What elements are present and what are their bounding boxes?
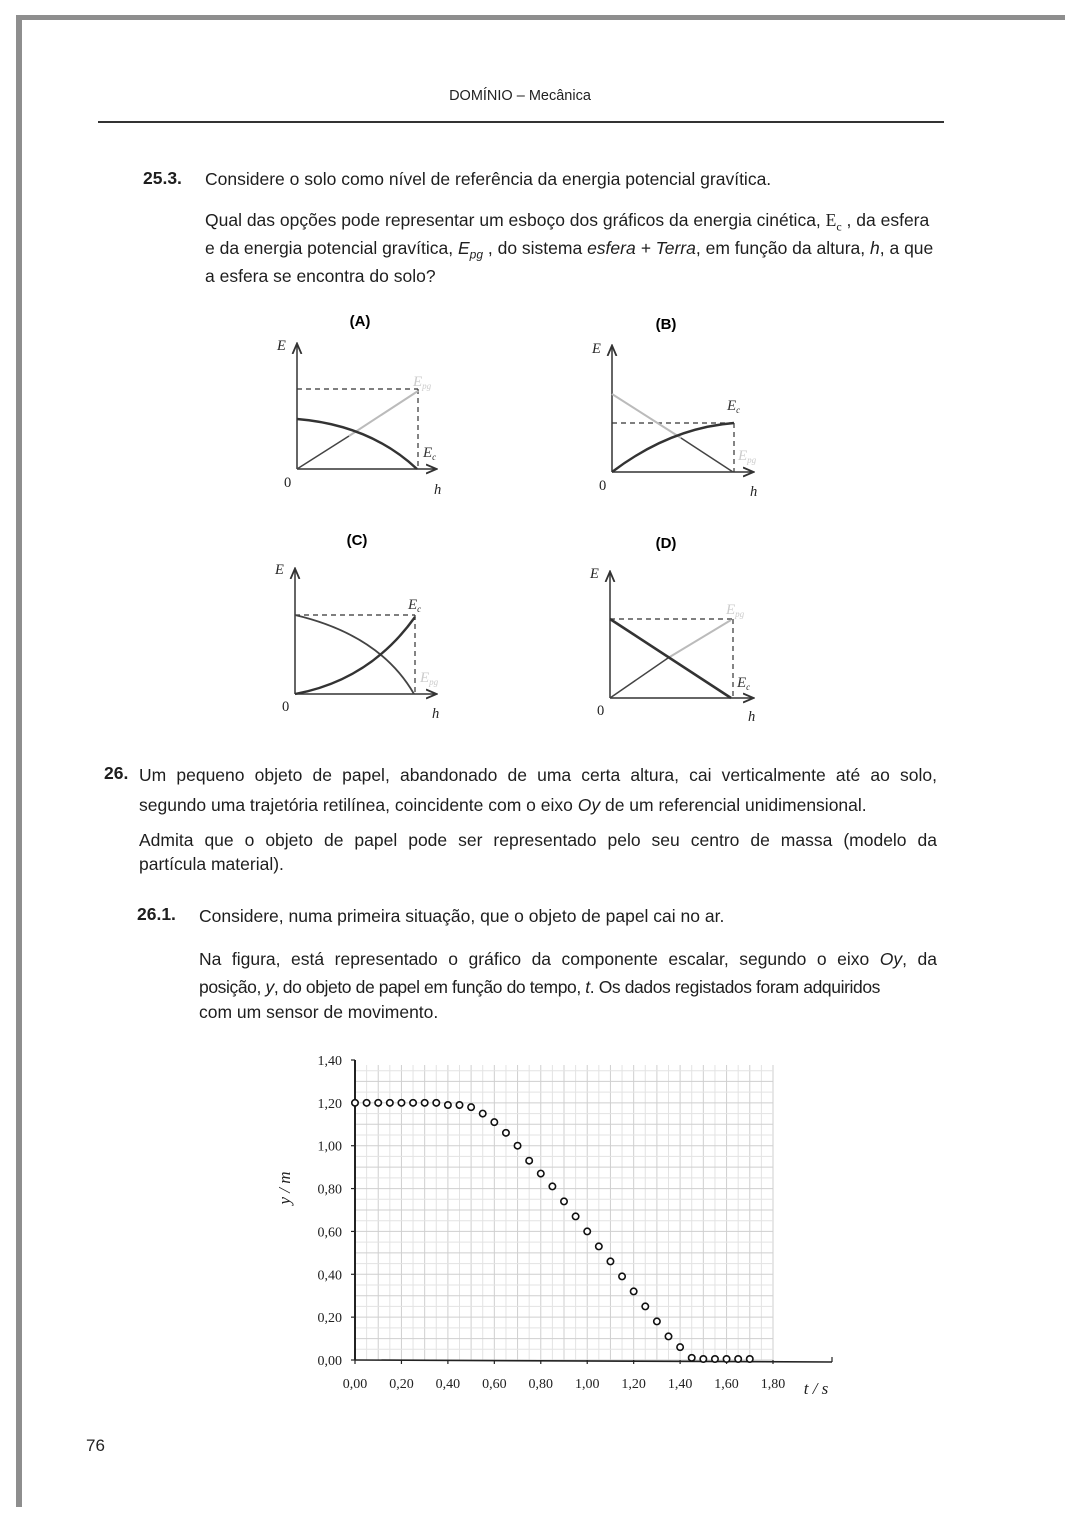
option-a-epg-label: $E_{pg}$ <box>413 374 432 391</box>
x-tick-label: 0,60 <box>482 1377 507 1392</box>
data-point <box>398 1100 404 1106</box>
question-26-line-1: Um pequeno objeto de papel, abandonado de uma certa altura, cai verticalmente até ao solo, <box>139 765 937 785</box>
data-point <box>665 1333 671 1339</box>
data-point <box>642 1303 648 1309</box>
data-point <box>410 1100 416 1106</box>
chart-axes <box>355 1060 832 1362</box>
option-graphs <box>0 0 1080 760</box>
data-point <box>723 1356 729 1362</box>
question-number-25-3: 25.3. <box>143 168 182 188</box>
option-b-graph[interactable] <box>591 316 757 500</box>
y-tick-label: 0,80 <box>317 1182 342 1198</box>
x-tick-label: 1,80 <box>760 1377 786 1392</box>
data-point <box>630 1288 636 1294</box>
option-b-origin: 0 <box>599 478 607 494</box>
question-number-26-1: 26.1. <box>137 904 176 924</box>
y-tick-label: 1,00 <box>317 1139 342 1155</box>
data-point <box>375 1100 381 1106</box>
data-point <box>747 1356 753 1362</box>
y-tick-label: 0,60 <box>317 1225 342 1241</box>
data-point <box>596 1243 602 1249</box>
option-c-y-axis-label: E <box>275 562 284 578</box>
option-c-origin: 0 <box>282 699 290 715</box>
question-26-1-line-2: posição, y, do objeto de papel em função do tempo, t. Os dados registados foram adquiridos <box>199 977 881 997</box>
x-axis-label: t / s <box>803 1379 829 1398</box>
data-point <box>538 1170 544 1176</box>
option-d-epg-label: $E_{pg}$ <box>726 602 745 619</box>
data-point <box>387 1100 393 1106</box>
x-tick-label: 0,80 <box>528 1377 554 1392</box>
option-c-x-axis-label: h <box>432 706 440 722</box>
y-tick-label: 1,20 <box>317 1096 342 1112</box>
chart-data-points <box>352 1100 753 1363</box>
data-point <box>735 1356 741 1362</box>
data-point <box>526 1158 532 1164</box>
option-a-x-axis-label: h <box>434 482 442 498</box>
x-tick-label: 1,60 <box>714 1377 739 1392</box>
option-a-label: (A) <box>349 313 371 330</box>
option-b-epg-curve <box>612 394 681 438</box>
option-b-epg-dark-part <box>681 438 733 472</box>
option-b-ec-curve <box>612 423 734 472</box>
option-d-epg-dark-part <box>610 658 668 698</box>
question-number-26: 26. <box>104 763 129 783</box>
x-axis-line <box>355 1360 832 1362</box>
chart-tick-labels <box>318 1054 786 1392</box>
option-c-graph[interactable] <box>274 532 439 722</box>
running-header: DOMÍNIO – Mecânica <box>449 88 591 104</box>
data-point <box>456 1102 462 1108</box>
question-26-1-statement: Considere, numa primeira situação, que o objeto de papel cai no ar. <box>199 906 725 926</box>
x-tick-label: 1,40 <box>667 1377 693 1392</box>
epg-symbol: $E_{pg}$ <box>457 238 483 262</box>
option-d-origin: 0 <box>597 703 605 719</box>
data-point <box>607 1258 613 1264</box>
data-point <box>503 1130 509 1136</box>
data-point <box>363 1100 369 1106</box>
question-26-1-line-3: com um sensor de movimento. <box>199 1002 439 1022</box>
x-tick-label: 0,40 <box>435 1377 461 1392</box>
data-point <box>712 1356 718 1362</box>
option-d-graph[interactable] <box>589 535 755 725</box>
data-point <box>433 1100 439 1106</box>
data-point <box>677 1344 683 1350</box>
x-tick-label: 1,20 <box>621 1377 646 1392</box>
option-a-ec-curve <box>297 419 417 469</box>
data-point <box>654 1318 660 1324</box>
option-c-epg-curve <box>295 615 414 694</box>
data-point <box>421 1100 427 1106</box>
data-point <box>572 1213 578 1219</box>
data-point <box>491 1119 497 1125</box>
data-point <box>561 1198 567 1204</box>
option-b-y-axis-label: E <box>592 341 601 357</box>
question-26-line-4: partícula material). <box>139 854 284 874</box>
data-point <box>514 1143 520 1149</box>
data-point <box>549 1183 555 1189</box>
option-a-graph[interactable] <box>276 313 441 498</box>
option-d-ec-label: $E_c$ <box>737 675 751 692</box>
y-tick-label: 1,40 <box>317 1054 342 1069</box>
ec-symbol: $E_c$ <box>825 210 842 234</box>
question-26-line-3: Admita que o objeto de papel pode ser representado pelo seu centro de massa (modelo da <box>139 830 937 850</box>
option-b-x-axis-label: h <box>750 484 758 500</box>
x-tick-label: 1,00 <box>574 1377 600 1392</box>
data-point <box>480 1110 486 1116</box>
option-c-label: (C) <box>346 532 368 549</box>
option-d-x-axis-label: h <box>748 709 756 725</box>
data-point <box>468 1104 474 1110</box>
data-point <box>352 1100 358 1106</box>
option-b-ec-label: $E_c$ <box>727 398 741 415</box>
x-tick-label: 0,00 <box>342 1377 368 1392</box>
question-25-3-line-3: a esfera se encontra do solo? <box>205 266 436 286</box>
option-a-ec-label: $E_c$ <box>423 445 437 462</box>
option-a-epg-dark-part <box>297 436 349 469</box>
option-c-epg-label: $E_{pg}$ <box>420 670 439 687</box>
option-c-ec-curve <box>295 617 415 694</box>
option-b-label: (B) <box>655 316 677 333</box>
y-axis-label: y / m <box>275 1171 294 1205</box>
y-tick-label: 0,40 <box>317 1268 342 1284</box>
y-tick-label: 0,20 <box>317 1311 342 1327</box>
data-point <box>689 1355 695 1361</box>
question-25-3-statement: Considere o solo como nível de referência da energia potencial gravítica. <box>205 169 772 189</box>
option-b-epg-label: $E_{pg}$ <box>738 448 757 465</box>
option-d-y-axis-label: E <box>590 566 599 582</box>
data-point <box>445 1102 451 1108</box>
option-d-label: (D) <box>655 535 677 552</box>
data-point <box>584 1228 590 1234</box>
question-26-1-line-1: Na figura, está representado o gráfico da componente escalar, segundo o eixo Oy, da <box>199 949 937 969</box>
data-point <box>619 1273 625 1279</box>
x-tick-label: 0,20 <box>389 1377 414 1392</box>
question-25-3-line-2: e da energia potencial gravítica, $E_{pg}$ , do sistema esfera + Terra, em função da altura, h, a que <box>205 238 934 262</box>
chart-grid <box>355 1065 773 1360</box>
data-point <box>700 1356 706 1362</box>
option-c-ec-label: $E_c$ <box>408 597 422 614</box>
question-25-3-line-1: Qual das opções pode representar um esboço dos gráficos da energia cinética, $E_c$ , da esfera <box>205 210 930 234</box>
option-d-epg-curve <box>668 620 731 658</box>
option-a-origin: 0 <box>284 475 292 491</box>
question-26-line-2: segundo uma trajetória retilínea, coincidente com o eixo Oy de um referencial unidimensional. <box>139 795 867 815</box>
page-number: 76 <box>86 1436 105 1455</box>
y-tick-label: 0,00 <box>317 1354 342 1369</box>
option-a-epg-curve <box>349 391 418 436</box>
option-a-y-axis-label: E <box>277 338 286 354</box>
